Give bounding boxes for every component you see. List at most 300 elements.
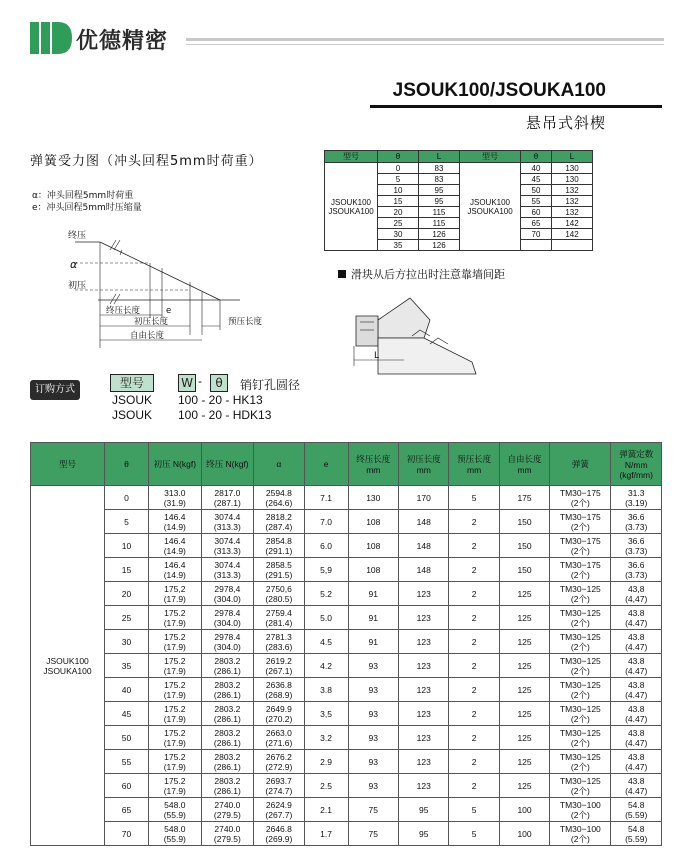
cell-final-length: 108 [348,534,398,558]
cell-line: 2978.4 [214,631,241,642]
table-row [31,534,662,558]
page-title: JSOUK100/JSOUKA100 [392,80,606,101]
cell-final-force [201,726,254,750]
cell-line: (304.0) [213,593,241,604]
cell-line: 43.8 [627,775,645,786]
cell-line: 3074.4 [214,559,241,570]
cell-spring-rate [611,630,662,654]
spec-table [30,442,662,846]
cell-spring [550,534,611,558]
model-line: JSOUK100 [330,197,372,207]
cell-line: (286.1) [213,761,241,772]
cell-line: (287.1) [213,497,241,508]
cell-e: 7.0 [304,510,348,534]
cell-alpha [254,774,304,798]
cell-spring [550,486,611,510]
cell-initial-force [149,606,202,630]
cell-alpha [254,822,304,846]
cell-pre-length: 2 [449,630,499,654]
cell-initial-length: 95 [399,798,449,822]
cell-e: 1.7 [304,822,348,846]
cell-spring-rate [611,654,662,678]
diagram-label-final-length: 终压长度 [106,306,141,316]
cell-theta: 0 [378,163,419,174]
cell-line: (291.5) [265,569,293,580]
cell-line: TM30−175 [559,511,601,522]
cell-free-length: 150 [499,534,549,558]
cell-line: 2663.0 [265,727,292,738]
cell-spring [550,822,611,846]
cell-theta: 45 [105,702,149,726]
cell-l [552,240,593,251]
cell-line: (268.9) [265,689,293,700]
order-dash: - [198,374,202,388]
cell-line: (283.6) [265,641,293,652]
cell-line: (2个) [570,497,590,508]
cell-initial-length: 95 [399,822,449,846]
cell-line: 175.2 [164,631,186,642]
diagram-label-pre-length: 预压长度 [228,317,263,327]
cell-line: (272.9) [265,761,293,772]
order-box-w: W [178,374,196,392]
diagram-label-e: e [166,306,172,316]
cell-e: 5,9 [304,558,348,582]
col-initial-length: 初压长度 mm [399,443,449,486]
cell-spring [550,558,611,582]
diagram-label-free-length: 自由长度 [130,331,165,341]
cell-final-length: 93 [348,726,398,750]
cell-initial-force [149,750,202,774]
cell-line: (3.73) [625,545,648,556]
cell-line: (2个) [570,641,590,652]
table-row [31,654,662,678]
cell-line: 2646.8 [265,823,292,834]
cell-free-length: 125 [499,774,549,798]
cell-line: (280.5) [265,593,293,604]
cell-spring [550,510,611,534]
figure-label-l: L [374,351,380,361]
cell-spring-rate [611,582,662,606]
cell-line: 175.2 [164,775,186,786]
cell-final-length: 91 [348,630,398,654]
cell-alpha [254,630,304,654]
cell-spring [550,582,611,606]
cell-l: 83 [419,174,460,185]
table-header-row [325,151,593,163]
cell-final-length: 75 [348,822,398,846]
cell-line: 2740.0 [214,799,241,810]
cell-final-force [201,630,254,654]
cell-line: (281.4) [265,617,293,628]
cell-free-length: 100 [499,822,549,846]
cell-line: (17.9) [163,665,186,676]
cell-line: (17.9) [163,617,186,628]
cell-line: (17.9) [163,689,186,700]
cell-theta: 50 [521,185,552,196]
cell-line: 548.0 [164,823,186,834]
cell-line: (17.9) [163,761,186,772]
cell-spring-rate [611,534,662,558]
cell-line: 175.2 [164,727,186,738]
cell-spring [550,630,611,654]
cell-line: (279.5) [213,809,241,820]
cell-line: 313.0 [164,487,186,498]
order-method-badge: 订购方式 [30,380,80,400]
cell-l: 132 [552,185,593,196]
cell-line: 2740.0 [214,823,241,834]
cell-free-length: 125 [499,582,549,606]
cell-line: 2759.4 [265,607,292,618]
cell-initial-length: 123 [399,774,449,798]
cell-theta: 70 [521,229,552,240]
cell-final-force [201,750,254,774]
cell-l: 126 [419,240,460,251]
cell-line: 2858.5 [265,559,292,570]
cell-free-length: 150 [499,558,549,582]
cell-l: 130 [552,174,593,185]
cell-line: (4,47) [625,593,648,604]
cell-line: 175.2 [164,679,186,690]
cell-alpha [254,582,304,606]
cell-line: (3.73) [625,521,648,532]
theta-l-table [324,150,593,251]
cell-initial-length: 123 [399,726,449,750]
cell-line: (2个) [570,617,590,628]
cell-e: 4.5 [304,630,348,654]
cell-spring [550,726,611,750]
table-row [31,558,662,582]
cell-line: (2个) [570,809,590,820]
cell-line: 2803.2 [214,727,241,738]
cell-line: 2636.8 [265,679,292,690]
order-row2-code: 100 - 20 - HDK13 [178,408,272,422]
cell-theta: 40 [521,163,552,174]
cell-spring [550,774,611,798]
cell-e: 3.8 [304,678,348,702]
cell-line: (313.3) [213,569,241,580]
legend-e: e：冲头回程5mm时压缩量 [32,203,142,213]
cell-line: (2个) [570,593,590,604]
cell-final-force [201,582,254,606]
diagram-label-final: 终压 [68,231,87,241]
cell-line: (17.9) [163,593,186,604]
table-row [31,510,662,534]
cell-line: 2624.9 [265,799,292,810]
cell-pre-length: 2 [449,726,499,750]
cell-alpha [254,654,304,678]
cell-theta: 0 [105,486,149,510]
cell-free-length: 125 [499,702,549,726]
cell-line: TM30−125 [559,655,601,666]
cell-line: 43.8 [627,703,645,714]
cell-line: (3.73) [625,569,648,580]
cell-spring-rate [611,750,662,774]
cell-pre-length: 2 [449,582,499,606]
cell-spring [550,654,611,678]
cell-model [460,163,521,251]
cell-line: 175,2 [164,583,186,594]
cell-initial-force [149,822,202,846]
cell-line: 2803.2 [214,655,241,666]
cell-spring-rate [611,486,662,510]
brand-name: 优德精密 [76,29,169,54]
cell-line: (2个) [570,713,590,724]
cell-pre-length: 5 [449,486,499,510]
cell-spring [550,798,611,822]
order-row1-code: 100 - 20 - HK13 [178,393,263,407]
cell-pre-length: 5 [449,822,499,846]
cell-initial-force [149,630,202,654]
cell-line: 43.8 [627,607,645,618]
cell-initial-force [149,534,202,558]
cell-l: 132 [552,196,593,207]
legend-alpha: α：冲头回程5mm时荷重 [32,191,134,201]
cell-model [325,163,378,251]
cell-line: 146.4 [164,511,186,522]
cell-line: 36.6 [627,535,645,546]
model-line: JSOUKA100 [43,665,92,676]
cell-alpha [254,510,304,534]
table-row [31,798,662,822]
col-final-length: 终压长度 mm [348,443,398,486]
cell-line: 2619.2 [265,655,292,666]
cell-spring-rate [611,798,662,822]
cell-pre-length: 2 [449,534,499,558]
cell-initial-force [149,486,202,510]
cell-free-length: 150 [499,510,549,534]
cell-final-length: 93 [348,702,398,726]
cell-free-length: 125 [499,726,549,750]
cell-line: 31.3 [627,487,645,498]
cell-spring-rate [611,606,662,630]
cell-l: 95 [419,185,460,196]
cell-final-force [201,654,254,678]
cell-line: 36.6 [627,511,645,522]
cell-e: 5.0 [304,606,348,630]
cell-line: 2854.8 [265,535,292,546]
cell-initial-length: 170 [399,486,449,510]
note-wall-distance: 滑块从后方拉出时注意靠墙间距 [338,266,505,282]
cell-e: 2.9 [304,750,348,774]
cell-line: (17.9) [163,737,186,748]
cell-line: 43,8 [627,583,645,594]
cell-spring-rate [611,678,662,702]
cell-line: 36.6 [627,559,645,570]
cell-final-length: 93 [348,678,398,702]
cell-line: 175.2 [164,655,186,666]
order-row2-model: JSOUK [112,408,153,422]
cell-alpha [254,558,304,582]
cell-e: 2.1 [304,798,348,822]
col-model: 型号 [31,443,105,486]
cell-line: (4.47) [625,737,648,748]
cell-initial-length: 123 [399,606,449,630]
cell-initial-length: 148 [399,558,449,582]
table-header-row [31,443,662,486]
cell-line: (2个) [570,689,590,700]
cell-final-force [201,678,254,702]
cell-alpha [254,798,304,822]
cell-alpha [254,534,304,558]
cell-theta: 5 [378,174,419,185]
cell-initial-force [149,702,202,726]
cell-line: 43.8 [627,751,645,762]
cell-final-force [201,702,254,726]
cell-alpha [254,726,304,750]
cell-theta: 55 [105,750,149,774]
cell-alpha [254,750,304,774]
cell-initial-length: 148 [399,534,449,558]
cell-line: (14.9) [163,521,186,532]
cell-free-length: 125 [499,606,549,630]
cell-spring-rate [611,510,662,534]
cell-line: 2676.2 [265,751,292,762]
cell-line: (304.0) [213,641,241,652]
cell-line: 2649.9 [265,703,292,714]
cell-e: 3.2 [304,726,348,750]
square-bullet-icon [338,270,346,278]
col-model: 型号 [460,151,521,163]
cell-line: TM30−125 [559,583,601,594]
cell-theta: 10 [378,185,419,196]
cell-l: 142 [552,218,593,229]
cell-line: (4.47) [625,665,648,676]
cell-line: 548.0 [164,799,186,810]
spring-section-title: 弹簧受力图（冲头回程5mm时荷重） [30,154,263,169]
cell-line: 3074.4 [214,511,241,522]
cell-line: 2978.4 [214,607,241,618]
cell-spring-rate [611,702,662,726]
cell-final-force [201,798,254,822]
cell-line: (267.7) [265,809,293,820]
cell-e: 2.5 [304,774,348,798]
cell-theta: 70 [105,822,149,846]
model-line: JSOUK100 [469,197,511,207]
cell-initial-length: 123 [399,582,449,606]
cell-theta: 65 [521,218,552,229]
cell-line: (55.9) [163,833,186,844]
cell-final-length: 108 [348,510,398,534]
col-model: 型号 [325,151,378,163]
diagram-label-initial: 初压 [68,281,87,291]
cell-initial-force [149,774,202,798]
col-final-force: 终压 N(kgf) [201,443,254,486]
cell-line: 43.8 [627,727,645,738]
col-e: e [304,443,348,486]
table-row [31,630,662,654]
cell-l: 126 [419,229,460,240]
cell-line: TM30−125 [559,631,601,642]
cell-spring-rate [611,726,662,750]
cell-line: (2个) [570,665,590,676]
cell-line: (17.9) [163,785,186,796]
cell-theta: 10 [105,534,149,558]
col-initial-force: 初压 N(kgf) [149,443,202,486]
cell-spring [550,750,611,774]
cell-initial-force [149,558,202,582]
cell-theta: 5 [105,510,149,534]
cell-line: (14.9) [163,545,186,556]
wedge-figure [350,290,490,380]
table-row [31,582,662,606]
cell-l: 142 [552,229,593,240]
cell-final-force [201,510,254,534]
cell-theta: 65 [105,798,149,822]
cell-initial-force [149,654,202,678]
table-row [31,822,662,846]
cell-initial-length: 148 [399,510,449,534]
cell-line: (271.6) [265,737,293,748]
cell-alpha [254,486,304,510]
cell-line: 146.4 [164,559,186,570]
cell-line: (4.47) [625,785,648,796]
cell-free-length: 125 [499,630,549,654]
cell-pre-length: 2 [449,678,499,702]
cell-line: TM30−125 [559,751,601,762]
cell-line: TM30−175 [559,487,601,498]
cell-e: 5.2 [304,582,348,606]
cell-final-length: 93 [348,774,398,798]
model-line: JSOUKA100 [467,206,513,216]
cell-pre-length: 2 [449,654,499,678]
cell-pre-length: 2 [449,606,499,630]
col-l: L [419,151,460,163]
cell-spring-rate [611,558,662,582]
cell-line: 2594.8 [265,487,292,498]
cell-line: 2978,4 [214,583,241,594]
cell-line: (2个) [570,521,590,532]
spring-force-diagram [30,220,280,350]
cell-free-length: 125 [499,750,549,774]
cell-line: (291.1) [265,545,293,556]
cell-final-length: 93 [348,654,398,678]
cell-free-length: 125 [499,678,549,702]
cell-line: (286.1) [213,665,241,676]
cell-line: (4.47) [625,617,648,628]
table-row [31,486,662,510]
cell-initial-force [149,678,202,702]
cell-line: (17.9) [163,641,186,652]
cell-line: 2817.0 [214,487,241,498]
cell-initial-length: 123 [399,702,449,726]
cell-theta [521,240,552,251]
cell-initial-force [149,726,202,750]
cell-theta: 30 [105,630,149,654]
model-line: JSOUK100 [46,655,89,666]
col-pre-length: 预压长度 mm [449,443,499,486]
title-underline [370,105,662,108]
cell-line: TM30−125 [559,703,601,714]
cell-final-length: 93 [348,750,398,774]
cell-initial-length: 123 [399,654,449,678]
cell-line: 2803.2 [214,703,241,714]
cell-final-force [201,606,254,630]
cell-spring-rate [611,774,662,798]
cell-initial-length: 123 [399,678,449,702]
cell-line: TM30−175 [559,535,601,546]
cell-line: 43.8 [627,655,645,666]
cell-pre-length: 2 [449,750,499,774]
cell-theta: 60 [521,207,552,218]
cell-line: 175.2 [164,703,186,714]
cell-line: (14.9) [163,569,186,580]
cell-theta: 50 [105,726,149,750]
order-box-model: 型号 [110,374,154,392]
order-row1-model: JSOUK [112,393,153,407]
cell-line: TM30−125 [559,607,601,618]
cell-line: (313.3) [213,545,241,556]
col-l: L [552,151,593,163]
